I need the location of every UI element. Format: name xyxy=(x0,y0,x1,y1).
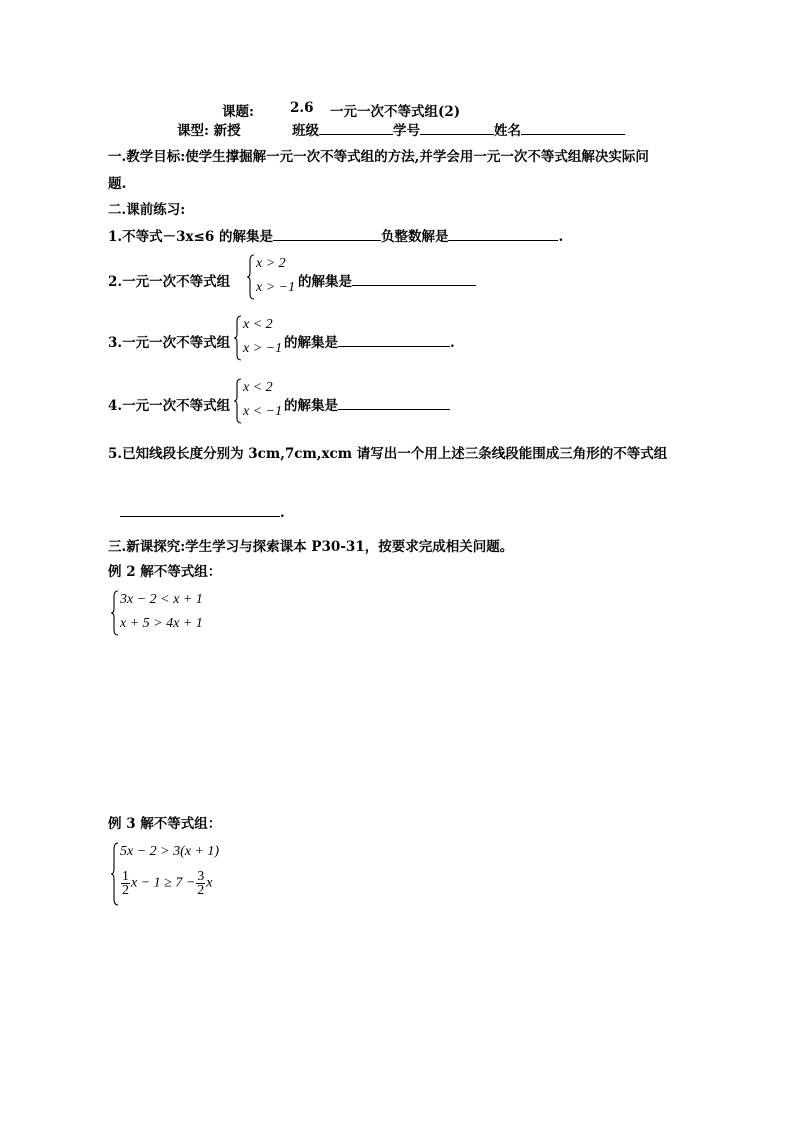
q4-ineq-2: x < −1 xyxy=(243,404,283,419)
q2-suffix: 的解集是 xyxy=(298,274,352,290)
brace-icon xyxy=(246,254,256,300)
example-3-label: 例 3 解不等式组： xyxy=(108,816,222,832)
q4-blank[interactable] xyxy=(338,395,450,410)
q4-suffix: 的解集是 xyxy=(284,398,338,414)
q3-ineq-2: x > −1 xyxy=(243,341,283,356)
q1-blank-2[interactable] xyxy=(448,226,558,241)
example-2-system xyxy=(110,590,230,636)
brace-icon xyxy=(110,590,120,636)
ex3-ineq-2 xyxy=(120,870,213,897)
q5-blank[interactable] xyxy=(120,502,280,517)
topic-label: 课题: xyxy=(222,104,254,120)
class-label: 班级 xyxy=(292,123,319,139)
brace-icon xyxy=(233,378,243,424)
q3-ineq-1: x < 2 xyxy=(243,317,273,332)
example-3-system xyxy=(110,842,250,906)
ex2-ineq-1: 3x − 2 < x + 1 xyxy=(120,592,203,607)
q3-answer xyxy=(284,331,455,351)
teaching-goal-line1: 一.教学目标:使学生撑掘解一元一次不等式组的方法,并学会用一元一次不等式组解决实际问 xyxy=(108,149,649,165)
ex3-fraction-2: $\frac{3}{2}$ xyxy=(197,869,205,898)
section3-title: 三.新课探究:学生学习与探索课本 P30-31，按要求完成相关问题。 xyxy=(108,539,514,555)
q2-answer xyxy=(298,270,476,290)
q3-prefix: 3.一元一次不等式组 xyxy=(108,335,231,351)
class-blank[interactable] xyxy=(319,120,393,135)
q3-suffix: 的解集是 xyxy=(284,335,338,351)
page-title: 一元一次不等式组(2) xyxy=(330,104,461,120)
q2-ineq-2: x > −1 xyxy=(256,280,296,295)
question-1 xyxy=(108,225,563,245)
q3-end: . xyxy=(450,335,455,351)
q4-answer xyxy=(284,394,450,414)
brace-icon xyxy=(233,315,243,361)
id-blank[interactable] xyxy=(420,120,494,135)
name-label: 姓名 xyxy=(494,123,521,139)
q2-system xyxy=(246,254,306,300)
class-field xyxy=(292,119,625,139)
q2-ineq-1: x > 2 xyxy=(256,256,286,271)
brace-icon xyxy=(110,842,120,906)
q1-prefix: 1.不等式－3x≤6 的解集是 xyxy=(108,229,273,245)
q4-prefix: 4.一元一次不等式组 xyxy=(108,398,231,414)
q4-ineq-1: x < 2 xyxy=(243,380,273,395)
ex3-part-1: x − 1 ≥ 7 − xyxy=(131,875,196,891)
q5-answer xyxy=(120,502,285,521)
type-label: 课型: 新授 xyxy=(177,123,241,139)
section2-title: 二.课前练习: xyxy=(108,202,186,218)
ex3-ineq-1: 5x − 2 > 3(x + 1) xyxy=(120,844,220,859)
topic-number: 2.6 xyxy=(290,100,314,116)
q2-blank[interactable] xyxy=(352,271,476,286)
ex2-ineq-2: x + 5 > 4x + 1 xyxy=(120,616,203,631)
question-5: 5.已知线段长度分别为 3cm,7cm,xcm 请写出一个用上述三条线段能围成三角形的不等式组 xyxy=(108,446,668,462)
id-label: 学号 xyxy=(393,123,420,139)
q1-blank-1[interactable] xyxy=(273,226,381,241)
example-2-label: 例 2 解不等式组： xyxy=(108,564,222,580)
ex3-part-2: x xyxy=(206,875,213,891)
teaching-goal-line2: 题. xyxy=(108,176,127,192)
q1-end: . xyxy=(558,229,564,245)
q2-prefix: 2.一元一次不等式组 xyxy=(108,274,231,290)
q3-blank[interactable] xyxy=(338,332,450,347)
q1-middle: 负整数解是 xyxy=(380,229,449,245)
q5-end: . xyxy=(280,505,285,521)
name-blank[interactable] xyxy=(521,120,625,135)
ex3-fraction-1: $\frac{1}{2}$ xyxy=(122,869,129,898)
